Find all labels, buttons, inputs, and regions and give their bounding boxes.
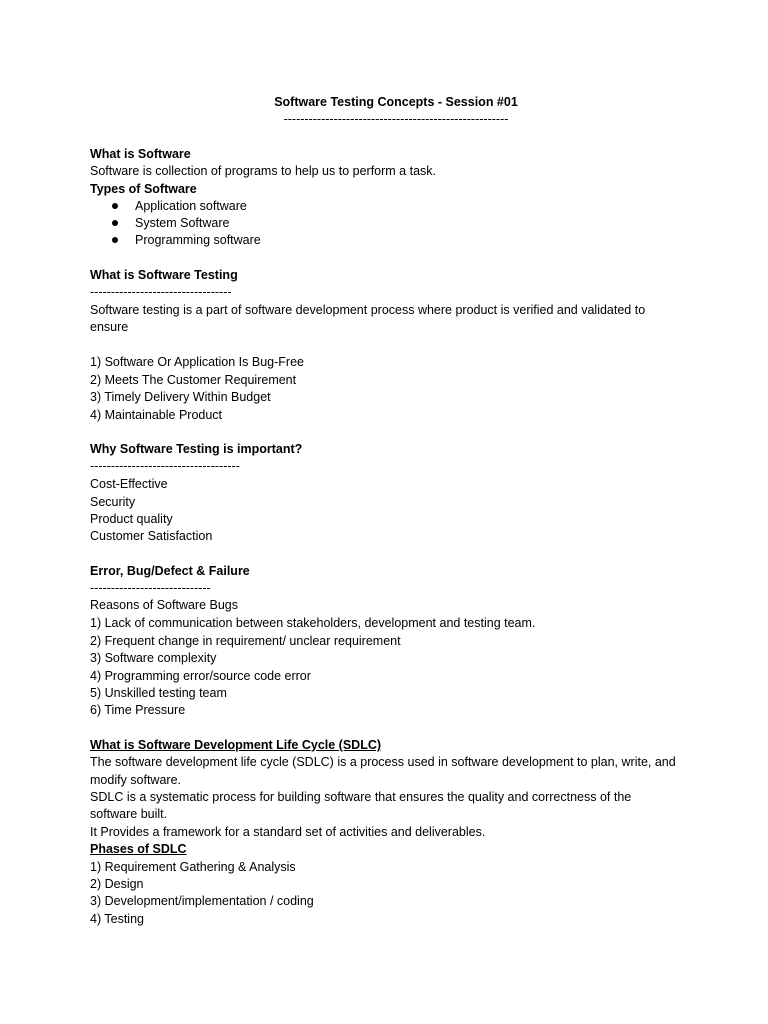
section-heading-what-is-software: What is Software	[90, 147, 191, 161]
document-title: Software Testing Concepts - Session #01	[274, 95, 518, 109]
software-definition: Software is collection of programs to help us to perform a task.	[90, 164, 436, 178]
list-item: Security	[90, 495, 136, 509]
phases-of-sdlc-heading: Phases of SDLC	[90, 842, 187, 856]
list-item: 1) Lack of communication between stakeholders, development and testing team.	[90, 616, 536, 630]
title-rule: ------------------------------------------------------	[283, 112, 509, 126]
section-heading-error-bug-failure: Error, Bug/Defect & Failure	[90, 564, 250, 578]
list-item: System Software	[135, 216, 230, 230]
testing-definition-line-2: ensure	[90, 320, 129, 334]
section-heading-what-is-testing: What is Software Testing	[90, 268, 238, 282]
list-item: Product quality	[90, 512, 173, 526]
list-item: Programming software	[135, 233, 261, 247]
sdlc-text-line: software built.	[90, 807, 168, 821]
list-item: 4) Programming error/source code error	[90, 669, 311, 683]
sdlc-text-line: It Provides a framework for a standard set of activities and deliverables.	[90, 825, 486, 839]
list-item: Application software	[135, 199, 247, 213]
list-item: 3) Timely Delivery Within Budget	[90, 390, 271, 404]
bullet-icon	[112, 237, 118, 243]
list-item: 4) Maintainable Product	[90, 408, 223, 422]
reasons-label: Reasons of Software Bugs	[90, 598, 238, 612]
list-item: 2) Frequent change in requirement/ unclear requirement	[90, 634, 401, 648]
list-item: 2) Meets The Customer Requirement	[90, 373, 297, 387]
list-item: Cost-Effective	[90, 477, 168, 491]
bullet-icon	[112, 220, 118, 226]
section-heading-sdlc: What is Software Development Life Cycle (SDLC)	[90, 738, 382, 752]
list-item: 1) Software Or Application Is Bug-Free	[90, 355, 304, 369]
list-item: Customer Satisfaction	[90, 529, 213, 543]
sdlc-text-line: SDLC is a systematic process for building software that ensures the quality and correctness of the	[90, 790, 632, 804]
list-item: 1) Requirement Gathering & Analysis	[90, 860, 296, 874]
section-rule: -----------------------------	[90, 581, 211, 595]
list-item: 5) Unskilled testing team	[90, 686, 227, 700]
list-item: 3) Software complexity	[90, 651, 217, 665]
testing-definition-line-1: Software testing is a part of software development process where product is verified and validated to	[90, 303, 646, 317]
list-item: 2) Design	[90, 877, 144, 891]
sdlc-text-line: modify software.	[90, 773, 182, 787]
list-item: 4) Testing	[90, 912, 144, 926]
section-rule: ----------------------------------	[90, 285, 232, 299]
list-item: 6) Time Pressure	[90, 703, 186, 717]
sdlc-text-line: The software development life cycle (SDLC) is a process used in software development to plan, write, and	[90, 755, 676, 769]
bullet-icon	[112, 203, 118, 209]
section-rule: ------------------------------------	[90, 459, 240, 473]
section-heading-why-testing: Why Software Testing is important?	[90, 442, 303, 456]
types-of-software-heading: Types of Software	[90, 182, 197, 196]
list-item: 3) Development/implementation / coding	[90, 894, 314, 908]
